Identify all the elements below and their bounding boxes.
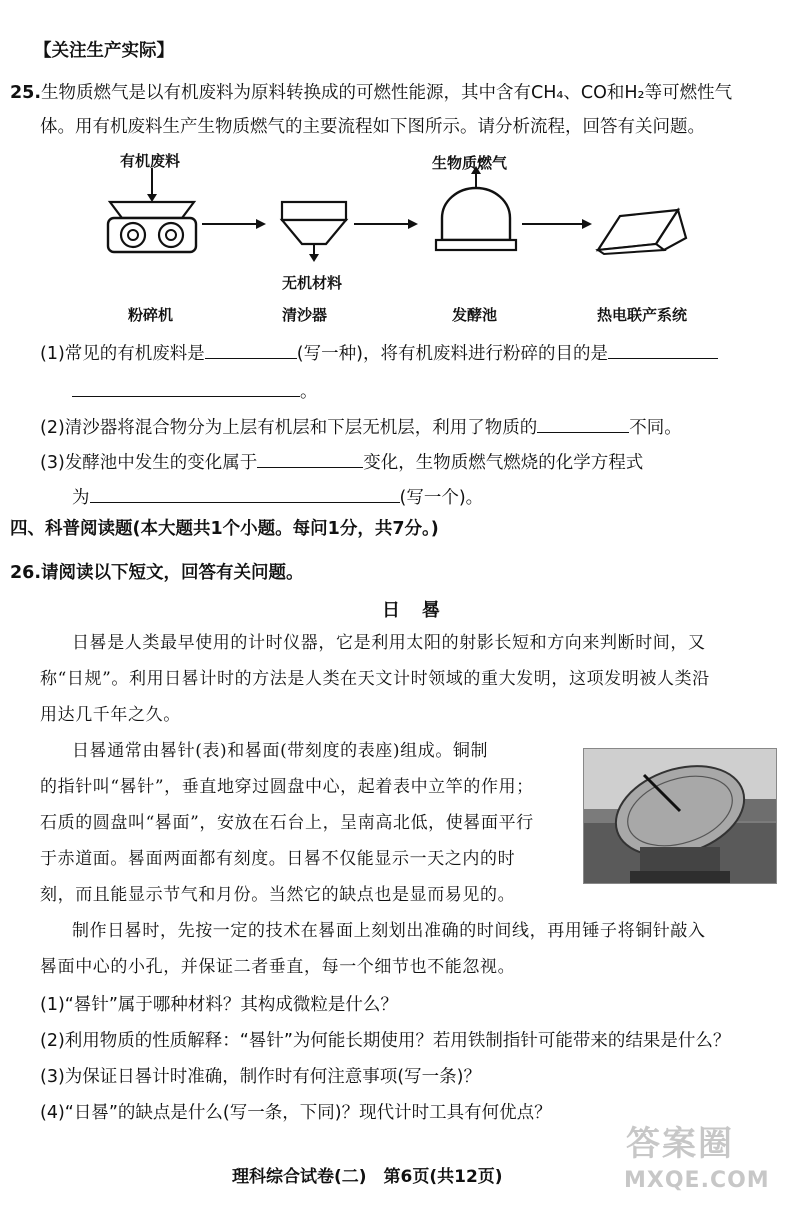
question-25-number: 25. [10,83,42,103]
sub2-text-b: 不同。 [629,418,682,438]
question-25-sub3-cont [72,484,483,509]
answer-blank-property[interactable] [537,414,629,433]
passage-p2-line2: 的指针叫“晷针”，垂直地穿过圆盘中心，起着表中立竿的作用； [40,777,534,797]
crusher-icon [108,202,196,252]
sundial-illustration [584,749,776,883]
answer-blank-equation[interactable] [90,484,400,503]
passage-p1-line2: 称“日规”。利用日晷计时的方法是人类在天文计时领域的重大发明，这项发明被人类沿 [40,669,710,689]
page-footer: 理科综合试卷(二) 第6页(共12页) [232,1167,503,1187]
diagram-label-input: 有机废料 [120,152,181,170]
sub3-text-a: (3)发酵池中发生的变化属于 [40,453,258,473]
sub3-text-c: 为 [72,488,90,508]
question-26-sub4: (4)“日晷”的缺点是什么(写一条，下同)？现代计时工具有何优点？ [40,1103,552,1123]
question-26-intro: 26.请阅读以下短文，回答有关问题。 [10,563,304,583]
question-26-sub2: (2)利用物质的性质解释：“晷针”为何能长期使用？若用铁制指针可能带来的结果是什么？ [40,1031,731,1051]
fermentation-tank-icon [436,166,516,250]
passage-p2-line5: 刻，而且能显示节气和月份。当然它的缺点也是显而易见的。 [40,885,516,905]
question-26-sub3: (3)为保证日晷计时准确，制作时有何注意事项(写一条)？ [40,1067,481,1087]
question-25-sub1-cont [72,378,318,403]
passage-p1-line3: 用达几千年之久。 [40,705,181,725]
diagram-stage-sand-cleaner: 清沙器 [282,306,328,324]
sub1-text-b: (写一种)，将有机废料进行粉碎的目的是 [296,344,608,364]
passage-p3-line2: 晷面中心的小孔，并保证二者垂直，每一个细节也不能忽视。 [40,957,516,977]
answer-blank-change-type[interactable] [257,449,363,468]
watermark-site: MXQE.COM [624,1168,770,1193]
process-flow-diagram [90,140,730,290]
passage-p2-line4: 于赤道面。晷面两面都有刻度。日晷不仅能显示一天之内的时 [40,849,516,869]
sand-cleaner-icon [282,202,346,262]
sub3-text-d: (写一个)。 [399,488,484,508]
passage-p1-line1: 日晷是人类最早使用的计时仪器，它是利用太阳的射影长短和方向来判断时间，又 [72,633,706,653]
diagram-stage-crusher: 粉碎机 [128,306,174,324]
question-25-stem-line2: 体。用有机废料生产生物质燃气的主要流程如下图所示。请分析流程，回答有关问题。 [40,117,705,137]
question-25-sub1 [40,340,718,365]
diagram-label-output-gas: 生物质燃气 [432,154,508,172]
diagram-stage-fermentation: 发酵池 [452,306,498,324]
question-25-stem [10,82,732,104]
passage-p3-line1: 制作日晷时，先按一定的技术在晷面上刻划出准确的时间线，再用锤子将铜针敲入 [72,921,706,941]
answer-blank-crush-purpose[interactable] [608,340,718,359]
answer-blank-waste-type[interactable] [205,340,297,359]
passage-p2-line3: 石质的圆盘叫“晷面”，安放在石台上，呈南高北低，使晷面平行 [40,813,534,833]
question-26-sub1: (1)“晷针”属于哪种材料？其构成微粒是什么？ [40,995,398,1015]
chp-system-icon [598,210,686,254]
watermark-logo: 答案圈 [626,1124,734,1164]
diagram-stage-chp: 热电联产系统 [597,306,688,324]
question-25-stem-line1: 生物质燃气是以有机废料为原料转换成的可燃性能源，其中含有CH₄、CO和H₂等可燃性气 [41,83,733,103]
question-25-sub3 [40,449,643,474]
sub1-end: 。 [300,382,318,402]
sub2-text-a: (2)清沙器将混合物分为上层有机层和下层无机层，利用了物质的 [40,418,538,438]
sub3-text-b: 变化，生物质燃气燃烧的化学方程式 [363,453,644,473]
question-25-sub2 [40,414,682,439]
diagram-label-waste: 无机材料 [282,274,343,292]
answer-blank-crush-purpose-cont[interactable] [72,378,300,397]
passage-p2-line1: 日晷通常由晷针(表)和晷面(带刻度的表座)组成。铜制 [72,741,489,761]
passage-title: 日晷 [382,600,462,621]
sub1-text-a: (1)常见的有机废料是 [40,344,205,364]
section-4-heading: 四、科普阅读题(本大题共1个小题。每问1分，共7分。) [10,519,439,539]
section-tag: 【关注生产实际】 [34,41,174,61]
sundial-photo [583,748,777,884]
